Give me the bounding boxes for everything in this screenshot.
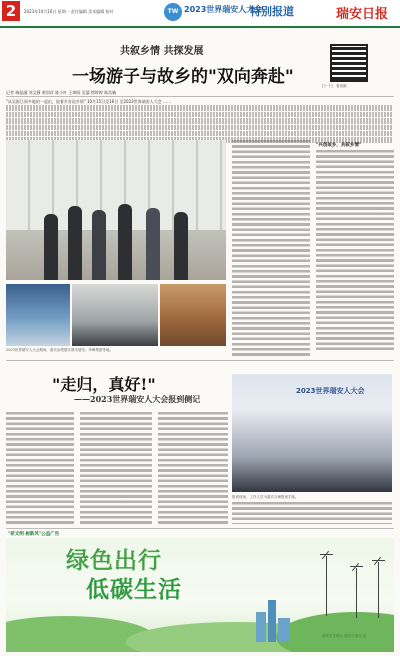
story1-subhead: "兴创故乡，共叙乡情" bbox=[316, 143, 362, 148]
building-icon bbox=[268, 600, 276, 642]
story1-byline: 记者 瑞报融 刘文静 黄训祥 陈小叶 王坤阳 吴濡 徐婷婷 陈浩楠 bbox=[6, 90, 117, 95]
story1-kicker: 共叙乡情 共探发展 bbox=[120, 46, 204, 57]
text-lines bbox=[6, 131, 392, 136]
promo-line1: 绿色出行 bbox=[66, 548, 162, 574]
person-figure bbox=[146, 208, 160, 280]
person-figure bbox=[118, 204, 132, 280]
person-figure bbox=[92, 210, 106, 280]
page-number: 2 bbox=[2, 1, 20, 21]
wind-turbine-icon bbox=[378, 562, 379, 618]
exhibition-wall bbox=[6, 140, 226, 230]
promo-footer: 瑞安市文明办 瑞安日报社 宣 bbox=[322, 634, 367, 638]
qr-code-icon[interactable] bbox=[330, 44, 368, 82]
story2-subtitle: ——2023世界瑞安人大会报到侧记 bbox=[74, 394, 201, 404]
photo-delegation bbox=[72, 284, 158, 346]
text-lines bbox=[232, 502, 392, 524]
wind-turbine-icon bbox=[356, 568, 357, 618]
text-column bbox=[80, 412, 152, 524]
divider bbox=[6, 96, 394, 97]
text-column bbox=[232, 502, 392, 524]
event-banner: 2023世界瑞安人大会 bbox=[296, 387, 365, 395]
text-lines bbox=[6, 125, 392, 130]
text-column bbox=[316, 140, 394, 356]
text-column bbox=[232, 140, 310, 356]
main-photo bbox=[6, 140, 226, 280]
person-figure bbox=[68, 206, 82, 280]
date-line: 2023年10月16日 星期一 责任编辑 美术编辑 校对 bbox=[24, 9, 114, 14]
photo-caption: 2023世界瑞安人大会期间，嘉宾参观瑞安城市展馆、华峰集团等地。 bbox=[6, 348, 113, 352]
text-lines bbox=[6, 118, 392, 123]
promo-label: "研文明 树新风"公益广告 bbox=[8, 532, 60, 537]
text-lines bbox=[232, 140, 310, 356]
story1-headline: 一场游子与故乡的"双向奔赴" bbox=[72, 67, 294, 87]
paper-masthead: 瑞安日报 bbox=[336, 7, 389, 22]
story1-lead-text: "从吴淞江到多地的一起出，说着乡音说乡情" 10月15日至16日 至2023世界瑞安人大会 …… bbox=[6, 99, 171, 104]
text-lines bbox=[316, 150, 394, 350]
page-header bbox=[0, 0, 400, 28]
photo-caption: 报到现场，工作人员为嘉宾办理报到手续。 bbox=[232, 495, 299, 499]
text-column bbox=[158, 412, 228, 524]
text-lines bbox=[158, 412, 228, 524]
text-lines bbox=[80, 412, 152, 524]
building-icon bbox=[278, 618, 290, 642]
photo-tech-display bbox=[6, 284, 70, 346]
divider bbox=[6, 528, 394, 529]
text-column bbox=[6, 412, 74, 524]
story1-lead bbox=[6, 99, 392, 143]
building-icon bbox=[256, 612, 266, 642]
photo-exhibit bbox=[160, 284, 226, 346]
person-figure bbox=[44, 214, 58, 280]
section-title: 特别报道 bbox=[250, 5, 294, 18]
qr-caption: 扫一扫，看视频 bbox=[322, 84, 347, 88]
person-figure bbox=[174, 212, 188, 280]
divider bbox=[6, 360, 394, 361]
story2-headline: "走归，真好!" bbox=[52, 375, 156, 394]
text-lines bbox=[6, 112, 392, 117]
text-lines bbox=[6, 105, 392, 110]
event-name: 2023世界瑞安人大会 bbox=[184, 5, 263, 14]
event-logo: TW bbox=[164, 3, 182, 21]
wind-turbine-icon bbox=[326, 556, 327, 616]
text-lines bbox=[6, 412, 74, 524]
hill bbox=[276, 612, 394, 652]
promo-line2: 低碳生活 bbox=[86, 577, 182, 603]
